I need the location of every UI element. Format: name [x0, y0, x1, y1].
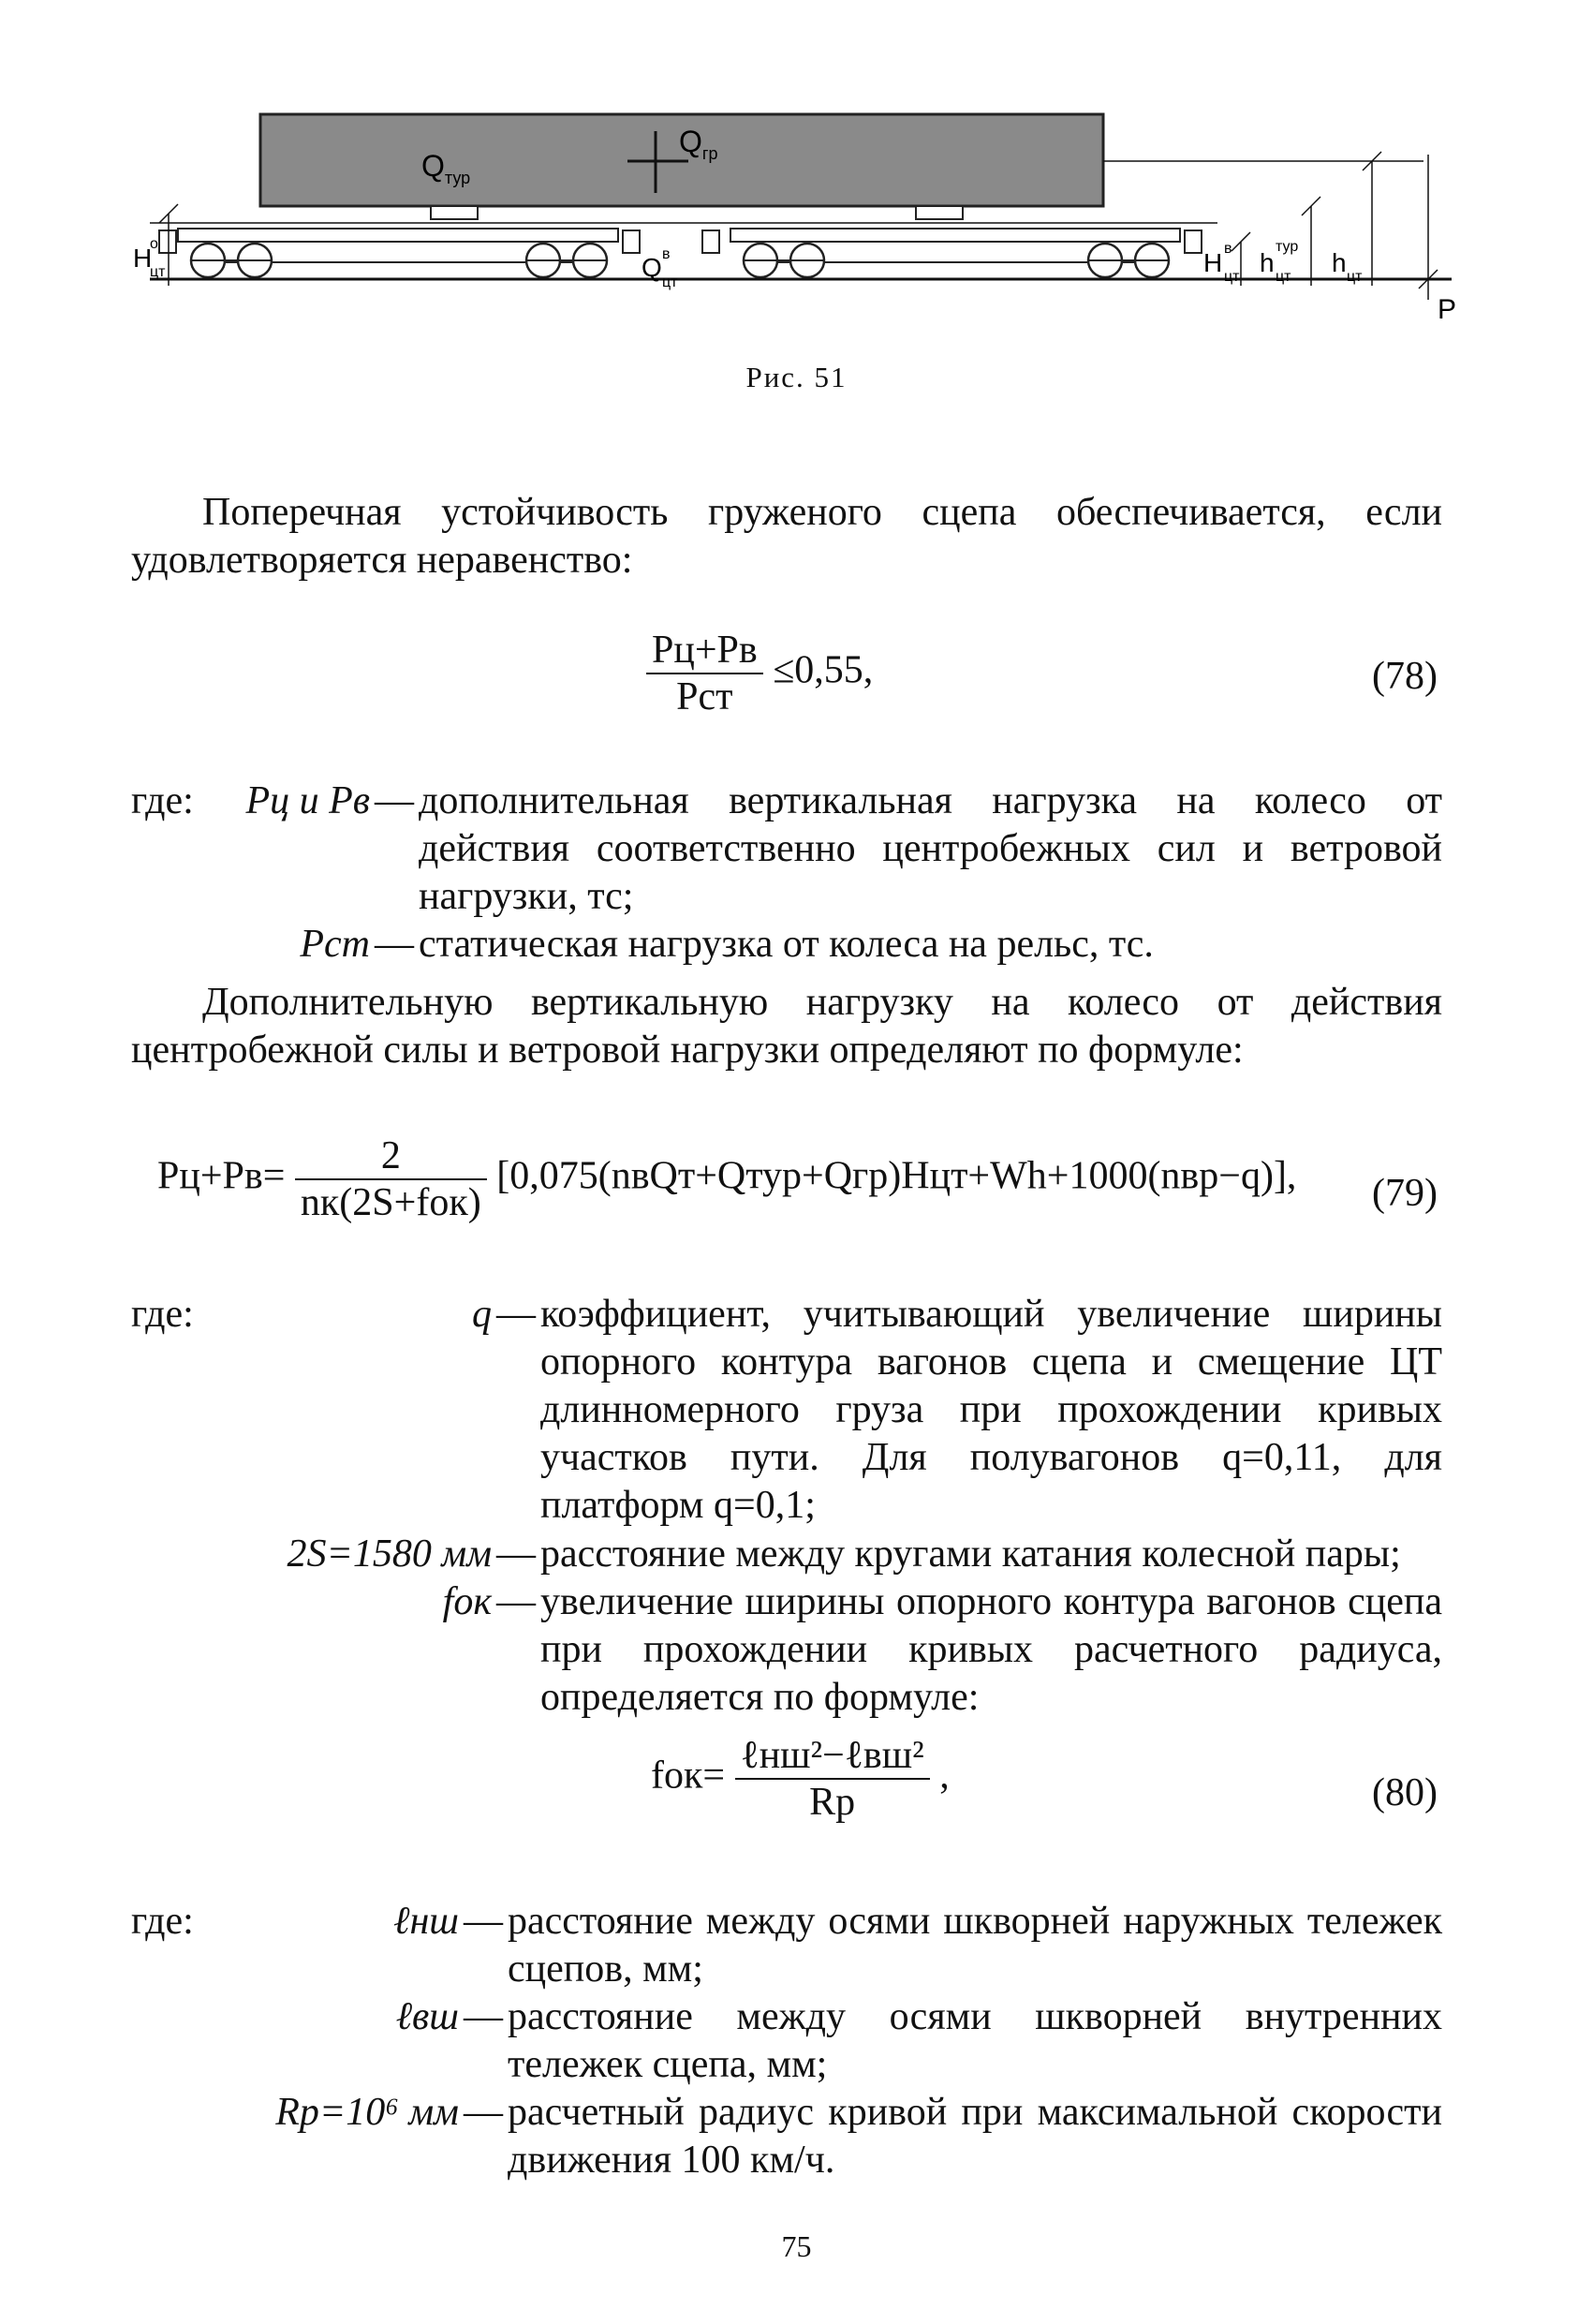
- label-q-gr: $Q_{гр}$: [679, 125, 718, 163]
- definition-row: [131, 1578, 1442, 1722]
- coupled-wagons-diagram: [133, 103, 1461, 347]
- equation-79: [157, 1133, 1296, 1225]
- eq78-numerator: Pц+Pв: [646, 628, 763, 674]
- eq79-rhs: [0,075(nвQт+Qтур+Qгр)Hцт+Wh+1000(nвp−q)],: [496, 1154, 1297, 1198]
- label-htur-sup: тур: [1276, 239, 1299, 255]
- label-qv-sup: в: [662, 246, 671, 262]
- definition-dash: —: [496, 1293, 536, 1336]
- label-hv: H: [1203, 248, 1223, 277]
- definition-dash: —: [464, 1900, 503, 1943]
- definition-row: [131, 1291, 1442, 1530]
- definition-row: [131, 777, 1442, 921]
- definition-prefix: [131, 1531, 211, 1578]
- equation-78-number: (78): [1372, 655, 1438, 698]
- eq79-denominator: nк(2S+fок): [300, 1181, 481, 1224]
- definition-dash: —: [464, 2091, 503, 2134]
- definition-text: дополнительная вертикальная нагрузка на колесо от действия соответственно центробежных сил и ветровой нагрузки, тс;: [419, 779, 1442, 918]
- label-htur-sub: цт: [1276, 269, 1291, 285]
- label-h0-sup: о: [150, 236, 158, 252]
- definition-term: ℓнш: [392, 1900, 459, 1943]
- definition-row: [131, 1993, 1442, 2089]
- equation-80: [651, 1733, 950, 1825]
- definition-dash: —: [464, 1995, 503, 2038]
- eq80-fraction: [735, 1733, 930, 1825]
- eq80-denominator: Rр: [809, 1781, 856, 1824]
- label-hv-sub: цт: [1224, 269, 1240, 285]
- definition-term: Pст: [300, 923, 370, 966]
- definition-text: расстояние между осями шкворней внутренних тележек сцепа, мм;: [508, 1995, 1442, 2086]
- label-qv-sub: цт: [662, 274, 678, 290]
- definition-text: расстояние между кругами катания колесной пары;: [540, 1532, 1401, 1576]
- eq80-lhs: fок=: [651, 1754, 726, 1798]
- label-q-tur: $Q_{тур}$: [421, 149, 471, 187]
- definition-prefix: [131, 1993, 211, 2089]
- definition-term: 2S=1580 мм: [287, 1532, 492, 1576]
- definition-row: [131, 921, 1442, 969]
- definition-prefix: где:: [131, 779, 194, 822]
- label-h0-sub: цт: [150, 264, 166, 280]
- eq79-lhs: Pц+Pв=: [157, 1154, 286, 1198]
- definition-text: расчетный радиус кривой при максимальной скорости движения 100 км/ч.: [508, 2091, 1442, 2182]
- definition-text: статическая нагрузка от колеса на рельс, тс.: [419, 923, 1154, 966]
- definition-dash: —: [496, 1532, 536, 1576]
- label-qv: Q: [642, 253, 662, 282]
- figure-51: [133, 103, 1461, 347]
- label-h0: H: [133, 244, 153, 273]
- definition-dash: —: [496, 1580, 536, 1623]
- definition-term: fок: [442, 1580, 492, 1623]
- eq79-numerator: 2: [295, 1133, 487, 1180]
- equation-79-number: (79): [1372, 1172, 1438, 1215]
- definition-term: ℓвш: [395, 1995, 459, 2038]
- definition-row: [131, 1531, 1442, 1578]
- definition-prefix: где:: [131, 1900, 194, 1943]
- paragraph-1: Поперечная устойчивость груженого сцепа обеспечивается, если удовлетворяется неравенство:: [131, 491, 1442, 582]
- definition-prefix: где:: [131, 1293, 194, 1336]
- definition-term: q: [472, 1293, 492, 1336]
- paragraph-2: Дополнительную вертикальную нагрузку на колесо от действия центробежной силы и ветровой нагрузки определяют по формуле:: [131, 981, 1442, 1072]
- label-hct: h: [1332, 248, 1347, 277]
- label-hct-sub: цт: [1347, 269, 1363, 285]
- definition-dash: —: [375, 779, 414, 822]
- label-htur: h: [1260, 248, 1275, 277]
- label-p: P: [1438, 294, 1457, 325]
- definition-text: коэффициент, учитывающий увеличение ширины опорного контура вагонов сцепа и смещение ЦТ длинномерного груза при прохождении кривых участков пути. Для полувагонов q=0,11, для платформ q=0,1;: [540, 1293, 1442, 1527]
- definition-text: расстояние между осями шкворней наружных тележек сцепов, мм;: [508, 1900, 1442, 1991]
- equation-78: [646, 628, 873, 719]
- equation-80-number: (80): [1372, 1771, 1438, 1814]
- page-number: 75: [781, 2229, 812, 2263]
- eq80-numerator: ℓнш²−ℓвш²: [735, 1733, 930, 1780]
- definition-term: Pц и Pв: [245, 779, 370, 822]
- definition-row: [131, 1898, 1442, 1993]
- definition-dash: —: [375, 923, 414, 966]
- definition-prefix: [131, 921, 211, 969]
- eq78-denominator: Pст: [676, 675, 733, 718]
- eq78-rhs: ≤0,55,: [773, 648, 874, 692]
- figure-caption: Рис. 51: [745, 361, 848, 393]
- eq80-tail: ,: [939, 1754, 950, 1798]
- definition-text: увеличение ширины опорного контура вагонов сцепа при прохождении кривых расчетного радиуса, определяется по формуле:: [540, 1580, 1442, 1719]
- definition-prefix: [131, 2089, 211, 2184]
- eq79-fraction: [295, 1133, 487, 1225]
- definition-term: Rр=10⁶ мм: [275, 2091, 459, 2134]
- definition-prefix: [131, 1578, 211, 1722]
- label-hv-sup: в: [1224, 241, 1232, 257]
- definition-row: [131, 2089, 1442, 2184]
- eq78-fraction: [646, 628, 763, 719]
